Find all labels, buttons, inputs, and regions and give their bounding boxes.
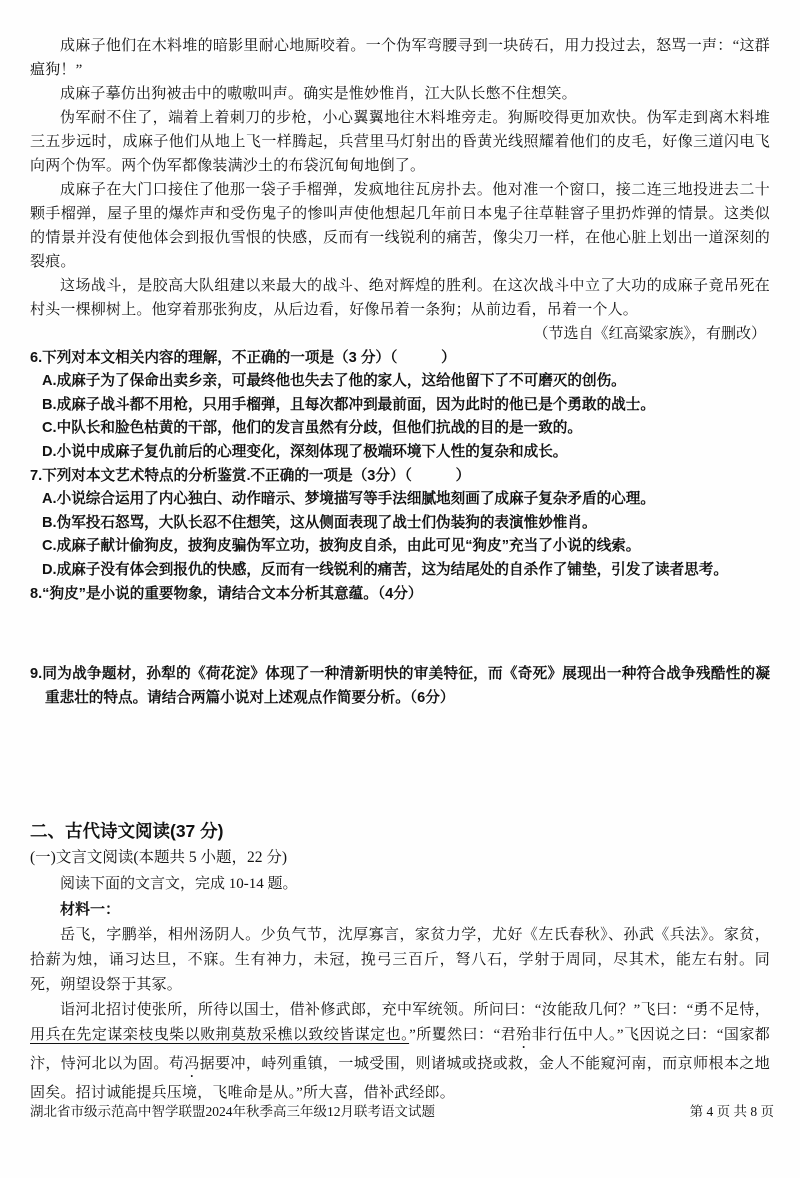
material-1-label: 材料一： <box>60 901 121 919</box>
passage-paragraph: 成麻子摹仿出狗被击中的嗷嗷叫声。确实是惟妙惟肖，江大队长憋不住想笑。 <box>60 86 577 102</box>
question-9-text: 同为战争题材，孙犁的《荷花淀》体现了一种清新明快的审美特征，而《奇死》展现出一种符合战争残酷性的凝重悲壮的特点。请结合两篇小说对上述观点作简要分析。（6分） <box>42 666 770 706</box>
classical-passage <box>30 923 770 1106</box>
answer-space <box>30 710 770 818</box>
question-8-number: 8. <box>30 586 43 603</box>
question-7-option-b: B.伪军投石怒骂，大队长忍不住想笑，这从侧面表现了战士们伪装狗的表演惟妙惟肖。 <box>42 514 597 531</box>
text-segment-normal: ”所矍然曰：“君 <box>409 1027 517 1044</box>
passage-attribution: （节选自《红高粱家族》，有删改） <box>533 326 766 342</box>
question-7 <box>30 465 770 582</box>
page-footer <box>30 1100 774 1120</box>
question-9-stem <box>30 663 770 710</box>
question-6 <box>30 347 770 464</box>
question-9 <box>30 663 770 710</box>
question-8-text: “狗皮”是小说的重要物象，请结合文本分析其意蕴。（4分） <box>42 586 423 603</box>
question-6-text: 下列对本文相关内容的理解，不正确的一项是（3 分）（ ） <box>42 350 456 366</box>
section-2-heading: 二、古代诗文阅读(37 分) <box>30 821 224 842</box>
question-8 <box>30 583 770 606</box>
question-6-option-b: B.成麻子战斗都不用枪，只用手榴弹，且每次都冲到最前面，因为此时的他已是个勇敢的战士。 <box>42 396 655 413</box>
question-7-option-c: C.成麻子献计偷狗皮，披狗皮骗伪军立功，披狗皮自杀，由此可见“狗皮”充当了小说的线索。 <box>42 538 641 555</box>
text-segment-normal: 据要冲，峙列重镇，一城受围，则诸城或挠或救，金人不能窥河南，而京师根本之地固矣。招讨诚能提兵压境，飞唯命是从。”所大喜，借补武经郎。 <box>30 1056 770 1102</box>
footer-exam-title: 湖北省市级示范高中智学联盟2024年秋季高三年级12月联考语文试题 <box>30 1104 435 1119</box>
question-8-stem <box>30 583 770 606</box>
question-7-option-a: A.小说综合运用了内心独白、动作暗示、梦境描写等手法细腻地刻画了成麻子复杂矛盾的心理。 <box>42 491 655 508</box>
passage-paragraph: 成麻子在大门口接住了他那一袋子手榴弹，发疯地往瓦房扑去。他对准一个窗口，接二连三地投进去二十颗手榴弹，屋子里的爆炸声和受伤鬼子的惨叫声使他想起几年前日本鬼子往草鞋窨子里扔炸弹的情景。这类似的情景并没有使他体会到报仇雪恨的快感，反而有一线锐利的痛苦，像尖刀一样，在他心脏上划出一道深刻的裂痕。 <box>30 182 770 270</box>
question-6-option-d: D.小说中成麻子复仇前后的心理变化，深刻体现了极端环境下人性的复杂和成长。 <box>42 443 568 460</box>
classical-paragraph-2 <box>30 998 770 1106</box>
passage-paragraph: 成麻子他们在木料堆的暗影里耐心地厮咬着。一个伪军弯腰寻到一块砖石，用力投过去，怒骂一声：“这群瘟狗！” <box>30 38 770 78</box>
text-segment-normal: 诣河北招讨使张所，所待以国士，借补修武郎，充中军统领。所问曰：“汝能敌几何？”飞曰：“勇不足恃， <box>60 1002 770 1019</box>
subsection-1-heading: (一)文言文阅读(本题共 5 小题，22 分) <box>30 849 288 867</box>
question-7-text: 下列对本文艺术特点的分析鉴赏.不正确的一项是（3分）（ ） <box>42 468 471 485</box>
question-6-option-c: C.中队长和脸色枯黄的干部，他们的发言虽然有分歧，但他们抗战的目的是一致的。 <box>42 420 582 437</box>
question-7-number: 7. <box>30 468 43 485</box>
text-segment-dot: 冯 <box>184 1056 200 1073</box>
question-6-number: 6. <box>30 350 43 366</box>
footer-page-number: 第 4 页 共 8 页 <box>689 1104 774 1119</box>
passage-paragraph: 这场战斗，是胶高大队组建以来最大的战斗、绝对辉煌的胜利。在这次战斗中立了大功的成麻子竟吊死在村头一棵柳树上。他穿着那张狗皮，从后边看，好像吊着一条狗；从前边看，吊着一个人。 <box>30 278 770 318</box>
text-segment-normal: 非行伍中人。”飞因说之曰：“国家都汴，恃河北以为固。苟 <box>30 1027 771 1073</box>
question-7-stem <box>30 465 770 488</box>
answer-space <box>30 606 770 663</box>
reading-instruction: 阅读下面的文言文，完成 10-14 题。 <box>60 876 298 893</box>
passage-paragraph: 伪军耐不住了，端着上着刺刀的步枪，小心翼翼地往木料堆旁走。狗厮咬得更加欢快。伪军走到离木料堆三五步远时，成麻子他们从地上飞一样腾起，兵营里马灯射出的昏黄光线照耀着他们的皮毛，好像三道闪电飞向两个伪军。两个伪军都像装满沙土的布袋沉甸甸地倒了。 <box>30 110 770 174</box>
reading-passage <box>30 34 770 346</box>
question-9-number: 9. <box>30 666 43 683</box>
question-6-stem <box>30 347 770 370</box>
text-segment-dot: 殆 <box>516 1027 532 1044</box>
question-6-option-a: A.成麻子为了保命出卖乡亲，可最终他也失去了他的家人，这给他留下了不可磨灭的创伤。 <box>42 373 626 390</box>
classical-paragraph-1: 岳飞，字鹏举，相州汤阴人。少负气节，沈厚寡言，家贫力学，尤好《左氏春秋》、孙武《兵法》。家贫，拾薪为烛，诵习达旦，不寐。生有神力，未冠，挽弓三百斤，弩八石，学射于周同，尽其术，能左右射。同死，朔望设祭于其冢。 <box>30 927 770 994</box>
text-segment-underline: 用兵在先定谋栾枝曳柴以败荆莫敖采樵以致绞皆谋定也。 <box>30 1027 410 1044</box>
question-7-option-d: D.成麻子没有体会到报仇的快感，反而有一线锐利的痛苦，这为结尾处的自杀作了铺垫，引发了读者思考。 <box>42 561 728 578</box>
